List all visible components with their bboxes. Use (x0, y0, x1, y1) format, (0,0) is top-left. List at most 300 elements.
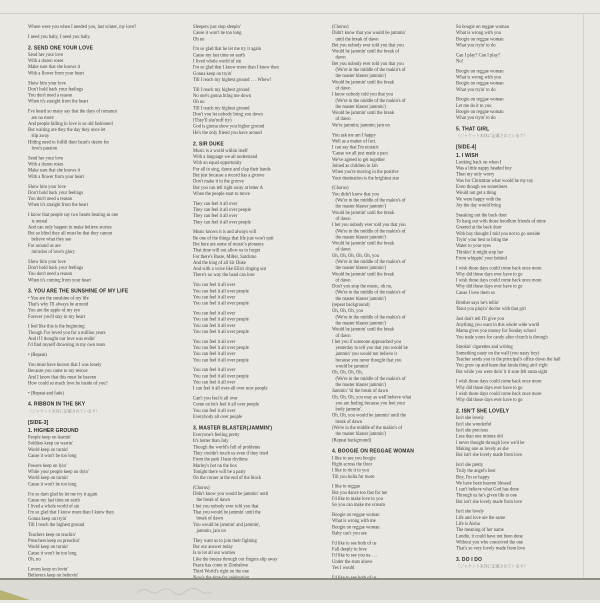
lyric-line: Boogie on reggae woman (456, 109, 504, 115)
lyric-line: Make sure that she knows it (28, 64, 81, 70)
lyric-line: On the corner at the end of the block (193, 475, 262, 481)
lyric-verse (456, 68, 596, 93)
lyric-verse (28, 80, 178, 105)
lyric-line: (We're in the middle of the makin's of (332, 259, 406, 265)
lyric-line: The meaning of her name (456, 527, 504, 533)
lyric-line: With boy thought I told you not to go outside (456, 231, 541, 237)
lyric-line: With a dozen roses (28, 162, 64, 168)
lyric-line: Boogie on reggae woman (456, 81, 504, 87)
lyric-line: But our answer today (193, 544, 233, 550)
lyric-line: We're jammin; jammin; jam on (332, 122, 390, 128)
lyric-line: Like the breeze through our fingers slip away (193, 556, 278, 562)
lyric-line: I wish those days could come back once more (456, 379, 542, 385)
lyric-line: I'd find myself drowning in my own tears (28, 342, 106, 348)
lyric-line: Preachers keep on preachin' (28, 538, 80, 544)
lyric-line: Teachers keep on teachin' (28, 532, 76, 538)
lyric-line: the master blaster jammin') (332, 320, 387, 326)
lyric-verse (332, 540, 462, 571)
lyric-line: Show him your love (28, 259, 66, 265)
lyric-line: But here are some of music's pioneers (193, 242, 264, 247)
lyric-line: I like to do it to you (332, 468, 369, 474)
lyric-line: I lived whole world of sin (193, 58, 242, 64)
lyric-verse (28, 435, 178, 460)
lyric-line: You didn't know that you (332, 191, 379, 197)
lyric-line: jammin' you would not believe it (332, 351, 397, 357)
lyric-verse (332, 132, 462, 181)
lyrics-column-4 (456, 24, 596, 574)
lyric-line: You can feel it all over people (193, 301, 249, 307)
lyric-line: He's the only friend you have around (193, 130, 262, 136)
lyric-line: They can feel it all over (193, 213, 238, 219)
lyric-verse (193, 367, 323, 392)
lyric-line: (We're in the middle of the makin's of (332, 67, 406, 73)
lyric-line: Even though we sometimes (456, 184, 508, 190)
lyric-line: Right across the floor (332, 461, 373, 467)
lyric-line: Lovers keep on lovin' (28, 566, 69, 572)
lyric-line: Peace has come to Zimbabwe (193, 562, 249, 568)
lyric-verse (456, 97, 596, 122)
lyric-line: Show him your love (28, 80, 66, 86)
lyric-line: the master blaster jammin') (332, 382, 387, 388)
lyric-line: Send her your love (28, 52, 64, 58)
lyric-verse (456, 24, 596, 49)
lyric-line: Where were you when I needed you, last winter, my love? (28, 24, 137, 30)
lyric-verse (332, 455, 462, 480)
lyric-line: I like to see you boogie (332, 455, 376, 461)
lyric-line: Sneaking out the back door (456, 212, 507, 218)
lyric-line: But you dance too fast for me (332, 490, 388, 496)
lyric-line: Looking back on when I (456, 159, 502, 165)
lyric-line: Life and love are the same (456, 515, 506, 521)
lyric-line: Would be jammin' until the break (332, 110, 395, 116)
lyric-line: Is to let all our worries (193, 550, 236, 556)
lyric-verse (193, 432, 323, 481)
lyric-line: (Chorus) (193, 485, 210, 491)
lyric-line: （ジャケット本体に記載されています） (28, 408, 100, 414)
lyric-verse (456, 159, 596, 208)
lyric-line: Oh, Oh, Oh, you may as well believe what (332, 394, 412, 400)
jacket-note (28, 408, 178, 414)
lyric-line: I bet you nobody ever told you that (193, 503, 259, 509)
lyric-verse (193, 46, 323, 83)
lyric-line: Brother says he's tellin' (456, 300, 500, 306)
lyric-line: Don't make it in the groove (193, 179, 244, 185)
lyric-line: World keep on turnin' (28, 475, 69, 481)
lyric-line: of dawn (332, 333, 351, 339)
pencil-scribble (135, 585, 225, 597)
lyric-line: When you're moving in the positive (332, 169, 399, 175)
lyric-line: (We're in the middle of the makin's of (332, 425, 403, 431)
lyric-line: While your people keep on dyin' (28, 469, 89, 475)
lyric-line: I bet you nobody ever told you that you (332, 222, 406, 228)
lyric-line: Why did those days ever have to go (456, 271, 523, 277)
lyric-line: Oh, Oh, you would be jammin' until the (332, 413, 407, 419)
lyric-line: Forever you'll stay in my heart (28, 314, 85, 320)
lyric-line: I'm so glad that he let me try it again (193, 46, 262, 52)
song-title-text: 1. I WISH (456, 152, 479, 159)
lyric-line: Gonna keep on tryin' (193, 71, 232, 77)
side-label (456, 143, 596, 151)
lyric-verse (193, 282, 323, 307)
lyric-line: You don't need a reason (28, 93, 73, 99)
song-title-text: 3. YOU ARE THE SUNSHINE OF MY LIFE (28, 288, 129, 295)
lyric-line: World keep on turnin' (28, 447, 69, 453)
lyric-verse (193, 339, 323, 364)
lyric-line: Marley's hot on the box (193, 463, 237, 469)
lyric-line: That's so very lovely made from love (456, 546, 526, 552)
lyric-line: World keep on turnin' (28, 544, 69, 550)
lyric-verse (28, 362, 178, 387)
lyric-line: (We're in the middle of the makin's of (332, 228, 406, 234)
lyric-line: the master blaster jammin') (332, 104, 387, 110)
lyric-line: Sleepers just stop sleepin' (193, 24, 241, 30)
lyric-line: of dawn (332, 277, 351, 283)
lyric-line: You can feel it all over (193, 351, 236, 357)
lyric-line: Oh no (193, 36, 205, 42)
lyric-verse (193, 229, 323, 278)
lyric-line: Boogie on reggae woman (456, 68, 504, 74)
lyric-line: Music is a world within itself (193, 148, 248, 154)
lyric-line: You can feel it all over people (193, 373, 249, 379)
lyric-line: Greeted at the back door (456, 225, 502, 231)
lyric-line: You can feel it all over people (193, 329, 249, 335)
lyric-verse (193, 201, 323, 226)
lyric-line: I'd like to see both of us (332, 540, 377, 546)
lyric-line: Anything you want in this whole wide world (456, 322, 540, 328)
lyric-verse (28, 34, 178, 40)
lyric-line: For there's Basie, Miller, Satchmo (193, 254, 257, 260)
lyric-line: When it's coming from your heart (28, 277, 91, 283)
lyric-line: Third World's right on the one (193, 569, 250, 575)
lyric-line: That you would be jammin' until the (193, 510, 261, 516)
lyric-line: Joy the day would bring (456, 202, 501, 208)
lyric-verse (28, 295, 178, 320)
lyric-line: Everyone's feeling pretty (193, 432, 240, 438)
lyric-line: break of dawn (332, 419, 363, 425)
lyric-line: Isn't she wonderful (456, 421, 492, 427)
lyric-line: I can't believe what God has done (456, 487, 519, 493)
lyric-line: Isn't she precious (456, 427, 489, 433)
lyric-line: Music knows it is and always will (193, 229, 257, 235)
lyric-line: Truly the angel's best (456, 468, 496, 474)
lyric-line: the break of dawn (193, 497, 230, 503)
lyric-line: They couldn't touch us even if they tried (193, 450, 269, 456)
lyric-verse (456, 344, 596, 375)
lyric-verse (193, 310, 323, 335)
lyric-verse (28, 109, 178, 152)
lyric-line: (We're in the middle of the makin's of (332, 376, 406, 382)
lyric-verse (28, 491, 178, 528)
lyric-line: You can feel it all over (193, 323, 236, 329)
lyric-line: Till I reach my highest ground . . . Whew! (193, 77, 272, 83)
song-title-text: 3. MASTER BLASTER(JAMMIN') (193, 425, 273, 431)
lyric-line: I need you baby, I need you baby. (28, 34, 91, 40)
lyric-line: the master blaster jammin') (332, 431, 387, 437)
lyric-line: But so blind they all must be that they cannot (28, 231, 113, 237)
lyric-line: I wish those days could come back once more (456, 265, 542, 271)
lyric-line: And with a voice like Ella's ringing out (193, 266, 267, 272)
lyric-line: Life is Aisha (456, 521, 480, 527)
lyric-line: And I know that this must be heaven (28, 374, 97, 380)
lyric-line: (We're in the middle of the makin's of (332, 290, 406, 296)
lyric-verse (456, 265, 596, 296)
lyric-verse (28, 184, 178, 209)
lyric-line: Isn't she lovely (456, 415, 484, 421)
lyric-line: miracles of love's glory (28, 249, 76, 255)
lyric-line: You can feel it all over (193, 282, 236, 288)
lyric-line: because you never thought that you (332, 357, 402, 363)
lyric-line: There's no way the band can lose (193, 272, 255, 278)
lyric-line: I've heard so many say that the days of romance (28, 109, 118, 115)
lyric-line: [SIDE-4] (456, 144, 477, 151)
lyric-line: Well as a matter of fact. (332, 138, 377, 144)
lyric-line: You trade yours for candy after church is through (456, 334, 548, 340)
lyric-line: Cause my last time on earth (193, 52, 245, 58)
lyric-line: It's hotter than July (193, 438, 229, 444)
lyric-line: Cause my last time on earth (28, 497, 80, 503)
lyric-line: Tonight there will be a party (193, 469, 246, 475)
lyric-line: With a flower from your heart (28, 70, 84, 76)
lyric-line: Can't you feel it all over (193, 396, 238, 402)
lyric-line: Bet you nobody ever told you that you (332, 42, 404, 48)
lyrics-column-2 (193, 24, 323, 591)
lyric-line: I'd like to make love to you (332, 496, 383, 502)
lyric-line: You don't need a reason (28, 271, 73, 277)
lyric-line: Would be jammin' until the break (332, 79, 395, 85)
song-title (28, 400, 178, 408)
lyric-line: Don't hold back your feelings (28, 265, 84, 271)
lyric-verse (193, 24, 323, 42)
lyric-line: Be one of the things that life just won't quit (193, 235, 274, 241)
song-title-text: 2. ISN'T SHE LOVELY (456, 408, 510, 415)
song-title-text: 3. DO I DO (456, 557, 482, 563)
lyric-line: Bet you nobody ever told you that you (332, 61, 404, 67)
lyric-verse (28, 532, 178, 563)
lyric-line: I bet you if someone approached you (332, 339, 401, 345)
lyric-line: But isn't she lovely made from love (456, 499, 523, 505)
lyric-verse (193, 485, 323, 534)
lyric-line: That's why I'll always be around (28, 302, 89, 308)
lyric-line: Boy, I'm so happy (456, 474, 490, 480)
lyric-line: You ask me am I happy (332, 132, 376, 138)
song-title (193, 140, 323, 148)
lyric-line: Cause I love them so (456, 290, 495, 296)
lyric-line: But while you were doin' it it sure felt outta sight (456, 369, 548, 375)
lyric-line: I feel like this is the beginning (28, 324, 85, 330)
lyric-verse (456, 300, 596, 312)
lyric-line: They can feel it all over people (193, 219, 251, 225)
lyric-line: I'm so glad that I know more than I knew then (193, 65, 279, 71)
lyric-line: I'm so darn glad he let me try it again (28, 491, 98, 497)
lyric-line: Gonna keep on tryin' (28, 516, 67, 522)
lyric-line: jammin, jam on (193, 528, 226, 534)
lyric-line: Your destination is the brightest star (332, 175, 400, 181)
lyric-verse (456, 462, 596, 505)
lyric-line: You would be jammin' and jammin', (193, 522, 261, 528)
lyric-line: You must have known that I was lonely (28, 362, 102, 368)
lyric-line: When it's straight from the heart (28, 99, 89, 105)
lyric-line: Powers keep on lyin' (28, 463, 67, 469)
lyric-line: Mama gives you money for Sunday school (456, 328, 536, 334)
lyric-line: Would be jammin' until the break (332, 271, 395, 277)
lyric-line: Boogie on reggae woman (332, 524, 380, 530)
lyric-line: Though the world's full of problems (193, 444, 261, 450)
lyric-line: You can feel it all over (193, 294, 236, 300)
song-title (193, 424, 323, 432)
lyric-line: Send her your love (28, 155, 64, 161)
lyric-line: And can only happen in make believe stories (28, 224, 112, 230)
lyric-verse (28, 212, 178, 255)
song-title (332, 447, 462, 455)
lyric-line: Everybody all over people (193, 414, 243, 420)
lyric-line: are no more (28, 115, 54, 121)
lyric-line: From the park I hear rhythms (193, 457, 248, 463)
song-title (28, 426, 178, 434)
lyric-line: Can I play? Can I play? (456, 52, 501, 58)
lyric-line: You can feel it all over (193, 408, 236, 414)
lyric-line: the master blaster jammin') (332, 296, 387, 302)
lyric-line: Cause it won't be too long (28, 481, 77, 487)
lyric-line: You are the apple of my eye (28, 308, 81, 314)
lyric-line: (repeat background) (332, 302, 370, 308)
lyric-line: Then my only worry (456, 172, 495, 178)
lyric-verse (456, 509, 596, 552)
lyric-line: break of dawn (193, 516, 224, 522)
lyric-line: of dawn (332, 247, 351, 253)
lyric-line: Isn't she pretty (456, 462, 484, 468)
lyric-line: Though I've loved you for a million years (28, 330, 106, 336)
lyric-line: That time will not allow us to forget (193, 248, 261, 254)
lyric-line: （ジャケット本体に記載されています） (456, 564, 528, 569)
lyric-line: How could so much love be inside of you? (28, 380, 108, 386)
lyric-line: They can feel it all over (193, 201, 238, 207)
lyric-verse (28, 24, 178, 30)
lyrics-column-1 (28, 24, 178, 582)
lyric-line: (Chorus) (332, 24, 349, 30)
side-label (28, 418, 178, 426)
lyric-line: God is gonna show you higher ground (193, 124, 265, 130)
lyric-line: the master blaster jammin') (332, 234, 387, 240)
lyric-verse (193, 87, 323, 136)
lyric-line: You can feel it all over (193, 339, 236, 345)
lyric-line: Something nasty on the wall (you nasty boy) (456, 350, 540, 356)
lyric-verse (28, 52, 178, 77)
lyrics-column-3 (332, 24, 462, 603)
lyric-line: You can feel it all over people (193, 357, 249, 363)
lyric-line: Didn't know you would be jammin' until (193, 491, 269, 497)
lyric-line: With a dozen roses (28, 58, 64, 64)
lyric-line: of dawn (332, 85, 351, 91)
lyric-line: I lived a whole world of sin (28, 504, 80, 510)
lyric-line: When it's straight from the heart (28, 202, 89, 208)
lyric-line: But you can tell right away at letter A (193, 185, 263, 191)
lyric-verse (28, 463, 178, 488)
lyric-line: Soldiers keep on warrin' (28, 441, 74, 447)
lyric-line: yesterday to tell you that you would be (332, 345, 408, 351)
lyric-line: Don't hold back your feelings (28, 86, 84, 92)
lyric-line: Isn't she lovely (456, 509, 484, 515)
lyric-line: They want us to join their fighting (193, 538, 257, 544)
lyric-line: For all to sing, dance and clap their hands (193, 166, 271, 172)
lyric-line: What is wrong with me (332, 518, 376, 524)
lyric-line: And the king of all Sir Duke (193, 260, 246, 266)
lyric-line: Cause it won't be too long (193, 30, 242, 36)
lyric-line: dawn (332, 55, 346, 61)
song-title (456, 556, 596, 564)
lyric-line: Oh no (193, 99, 205, 105)
lyric-line: Londie, it could have not been done (456, 533, 523, 539)
lyric-line: Because you came to my rescue (28, 368, 88, 374)
lyric-line: What you tryin' to do (456, 115, 496, 121)
lyric-line: No! (456, 58, 464, 64)
lyric-line: love's passion (28, 146, 58, 152)
lyric-line: So boogie on reggae woman (456, 24, 509, 30)
lyric-line: 'Cause we all just made a pact (332, 151, 388, 157)
lyric-verse (28, 352, 178, 358)
lyric-verse (456, 212, 596, 261)
lyric-line: Till I reach my highest ground (193, 87, 250, 93)
lyric-line: When the people start to move (193, 191, 250, 197)
lyric-line: Would be jammin' until the break (332, 327, 395, 333)
lyric-line: (Chorus) (332, 185, 349, 191)
lyric-line: I can feel it all over-all over now people (193, 386, 268, 392)
lyric-line: Don't hold back your feelings (28, 190, 84, 196)
lyric-line: 'Bout you playin' doctor with that girl (456, 306, 526, 312)
lyric-line: Would not get a thing (456, 190, 497, 196)
lyric-line: the master blaster jammin') (332, 73, 387, 79)
lyric-line: Show him your love (28, 184, 66, 190)
lyric-line: And if I thought our love was endin' (28, 336, 96, 342)
lyric-line: Tryin' your best to bring the (456, 237, 508, 243)
lyric-line: body jammin'. (332, 407, 363, 413)
background-below-sheet (0, 580, 600, 600)
song-title (456, 151, 596, 159)
lyric-line: No one's gonna bring me down (193, 93, 252, 99)
lyric-line: Boogie on reggae woman (332, 512, 380, 518)
lyric-line: slip away (28, 133, 50, 139)
lyric-line: (We're in the middle of the makin's of (332, 198, 406, 204)
lyric-line: of dawn (332, 116, 351, 122)
lyric-line: Under the stars above (332, 559, 373, 565)
lyric-line: Oh, Oh, Oh, Oh, (332, 370, 363, 376)
lyric-line: Boogie on reggae woman (456, 97, 504, 103)
lyric-line: • (Repeat and fade) (28, 390, 64, 396)
lyric-line: With a language we all understand (193, 154, 258, 160)
lyric-line: I know nobody told you that you (332, 92, 393, 98)
lyric-verse (28, 259, 178, 284)
lyric-line: Hiding need to fulfill their heart's desire for (28, 139, 109, 145)
lyric-verse (456, 415, 596, 458)
lyric-line: (We're in the middle of the makin's of (332, 314, 406, 320)
lyric-line: You can feel it all over people (193, 345, 249, 351)
lyric-verse (28, 324, 178, 349)
lyric-line: Boogie on reggae woman (456, 36, 504, 42)
lyric-line: (Repeat background) (332, 437, 372, 443)
lyric-verse (28, 390, 178, 396)
lyric-line: Jammin' 'til the break of dawn (332, 388, 389, 394)
lyric-line: They can feel it all over people (193, 207, 251, 213)
lyric-line: With an equal opportunity (193, 160, 242, 166)
lyric-line: (We're in the middle of the makin's of (332, 98, 406, 104)
lyric-verse (332, 512, 462, 537)
lyric-verse (28, 566, 178, 578)
lyric-line: Don't you stop the music, oh no, (332, 284, 393, 290)
lyric-line: And people falling in love is so old fashioned (28, 121, 113, 127)
lyric-line: Was for Christmas what would be my toy (456, 178, 534, 184)
lyric-line: Baby can't you see (332, 530, 367, 536)
lyric-line: I like to reggae (332, 484, 361, 490)
lyric-line: • (Repeat) (28, 352, 47, 358)
